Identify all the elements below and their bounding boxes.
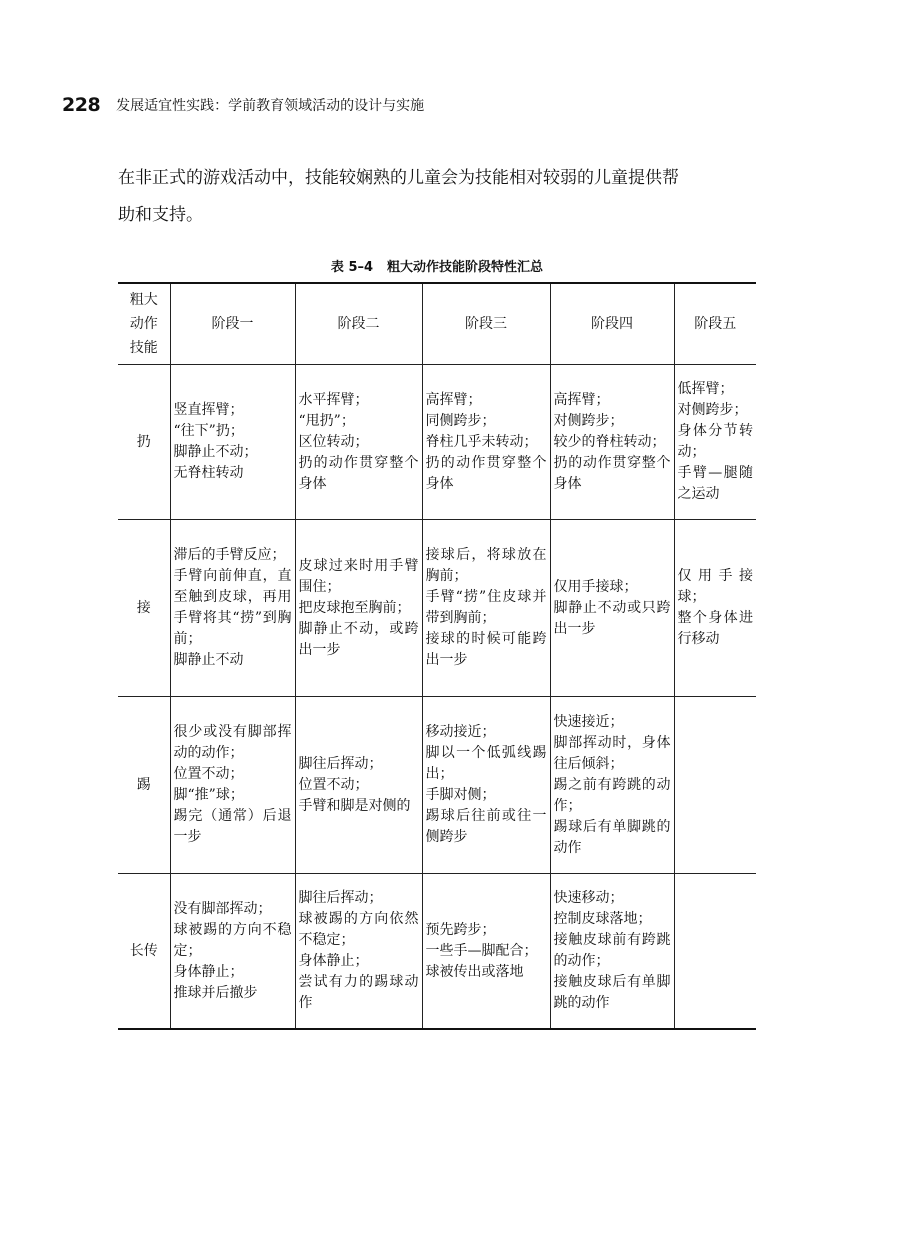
cell-line: 手脚对侧；	[425, 787, 496, 803]
stage-cell	[295, 365, 422, 520]
table-row	[118, 520, 756, 697]
cell-line: 高挥臂；	[425, 391, 482, 408]
skill-name: 接	[118, 520, 170, 697]
cell-line: “甩扔”；	[298, 412, 355, 429]
cell-line: 快速移动；	[553, 890, 624, 906]
stage-header: 阶段二	[295, 283, 422, 365]
stage-cell	[550, 365, 674, 520]
cell-line: 踢完（通常）后退一步	[173, 808, 292, 845]
stage-cell	[170, 365, 295, 520]
cell-line: 球被传出或落地	[425, 963, 524, 980]
running-title: 发展适宜性实践：学前教育领域活动的设计与实施	[116, 98, 425, 114]
stage-cell	[550, 874, 674, 1030]
cell-line: 很少或没有脚部挥动的动作；	[173, 724, 292, 761]
cell-line: 对侧跨步；	[677, 402, 748, 418]
corner-header	[118, 283, 170, 365]
cell-line: 同侧跨步；	[425, 412, 496, 429]
cell-line: 一些手—脚配合；	[425, 942, 538, 959]
cell-line: 把皮球抱至胸前；	[298, 599, 411, 616]
stage-header: 阶段三	[422, 283, 550, 365]
cell-line: 脚往后挥动；	[298, 890, 383, 906]
cell-line: 脚静止不动；	[173, 444, 258, 460]
cell-line: 脚静止不动	[173, 652, 244, 668]
corner-line: 粗大	[129, 292, 158, 308]
stage-cell	[170, 874, 295, 1030]
cell-line: 踢球后往前或往一侧跨步	[425, 808, 547, 845]
cell-line: 踢球后有单脚跳的动作	[553, 818, 671, 856]
stage-cell	[674, 365, 756, 520]
cell-line: 身体分节转动；	[677, 423, 753, 460]
table-row	[118, 365, 756, 520]
table-row	[118, 697, 756, 874]
cell-line: 脊柱几乎未转动；	[425, 433, 538, 450]
stage-cell	[422, 520, 550, 697]
cell-line: 手臂向前伸直，直至触到皮球，再用手臂将其“捞”到胸前；	[173, 568, 292, 647]
stage-cell	[295, 697, 422, 874]
cell-line: 脚静止不动，或跨出一步	[298, 620, 419, 658]
cell-line: 无脊柱转动	[173, 465, 244, 481]
cell-line: 整个身体进行移动	[677, 610, 753, 647]
cell-line: 接触皮球前有跨跳的动作；	[553, 932, 671, 969]
cell-line: 接触皮球后有单脚跳的动作	[553, 974, 671, 1011]
stage-header: 阶段五	[674, 283, 756, 365]
stage-cell	[422, 365, 550, 520]
cell-line: 踢之前有跨跳的动作；	[553, 776, 671, 814]
table-header-row	[118, 283, 756, 365]
cell-line: 手臂和脚是对侧的	[298, 797, 411, 814]
cell-line: 水平挥臂；	[298, 391, 369, 408]
cell-line: 球被踢的方向不稳定；	[173, 921, 292, 959]
cell-line: 位置不动；	[173, 766, 244, 782]
page-number: 228	[62, 94, 101, 116]
table-caption	[118, 256, 756, 275]
table-caption-title: 粗大动作技能阶段特性汇总	[387, 260, 544, 275]
cell-line: 扔的动作贯穿整个身体	[298, 454, 419, 492]
cell-line: 没有脚部挥动；	[173, 900, 272, 917]
stage-cell	[550, 520, 674, 697]
cell-line: 尝试有力的踢球动作	[298, 974, 419, 1011]
cell-line: 仅用手接球；	[677, 568, 753, 605]
cell-line: 皮球过来时用手臂围住；	[298, 557, 419, 595]
cell-line: 扔的动作贯穿整个身体	[425, 454, 547, 492]
stage-cell	[422, 874, 550, 1030]
cell-line: 接球后，将球放在胸前；	[425, 547, 547, 584]
cell-line: 位置不动；	[298, 776, 369, 793]
cell-line: 区位转动；	[298, 433, 369, 450]
cell-line: 高挥臂；	[553, 391, 610, 408]
cell-line: 球被踢的方向依然不稳定；	[298, 911, 419, 948]
intro-paragraph	[118, 160, 778, 234]
cell-line: 滞后的手臂反应；	[173, 547, 286, 563]
cell-line: 预先跨步；	[425, 921, 496, 938]
stage-cell	[170, 697, 295, 874]
corner-line: 技能	[129, 340, 158, 356]
skill-name: 长传	[118, 874, 170, 1030]
cell-line: 推球并后撤步	[173, 984, 258, 1001]
cell-line: 对侧跨步；	[553, 412, 624, 429]
cell-line: 移动接近；	[425, 724, 496, 740]
intro-line: 在非正式的游戏活动中，技能较娴熟的儿童会为技能相对较弱的儿童提供帮	[118, 168, 679, 188]
skill-name: 扔	[118, 365, 170, 520]
stage-header: 阶段一	[170, 283, 295, 365]
stage-cell	[674, 874, 756, 1030]
cell-line: 较少的脊柱转动；	[553, 433, 666, 450]
cell-line: 控制皮球落地；	[553, 911, 652, 927]
cell-line: 竖直挥臂；	[173, 402, 244, 418]
corner-line: 动作	[129, 316, 158, 332]
stage-cell	[674, 520, 756, 697]
cell-line: 身体静止；	[173, 963, 244, 980]
stage-cell	[170, 520, 295, 697]
cell-line: 手臂—腿随之运动	[677, 465, 753, 502]
cell-line: 快速接近；	[553, 713, 624, 730]
cell-line: 低挥臂；	[677, 381, 734, 397]
cell-line: 脚静止不动或只跨出一步	[553, 599, 671, 637]
stage-cell	[422, 697, 550, 874]
table-caption-number: 表 5–4	[330, 260, 374, 275]
cell-line: 身体静止；	[298, 953, 369, 969]
cell-line: 接球的时候可能跨出一步	[425, 631, 547, 668]
cell-line: 脚部挥动时，身体往后倾斜；	[553, 734, 671, 772]
gross-motor-stage-table	[118, 282, 756, 1030]
stage-cell	[295, 874, 422, 1030]
cell-line: 手臂“捞”住皮球并带到胸前；	[425, 589, 547, 626]
stage-cell	[295, 520, 422, 697]
cell-line: 脚往后挥动；	[298, 755, 383, 772]
cell-line: “往下”扔；	[173, 423, 244, 439]
intro-line: 助和支持。	[118, 205, 203, 225]
cell-line: 仅用手接球；	[553, 578, 638, 595]
stage-header: 阶段四	[550, 283, 674, 365]
skill-name: 踢	[118, 697, 170, 874]
page-header	[62, 93, 822, 117]
cell-line: 脚“推”球；	[173, 787, 244, 803]
cell-line: 脚以一个低弧线踢出；	[425, 745, 547, 782]
stage-cell	[674, 697, 756, 874]
table-row	[118, 874, 756, 1030]
cell-line: 扔的动作贯穿整个身体	[553, 454, 671, 492]
stage-cell	[550, 697, 674, 874]
